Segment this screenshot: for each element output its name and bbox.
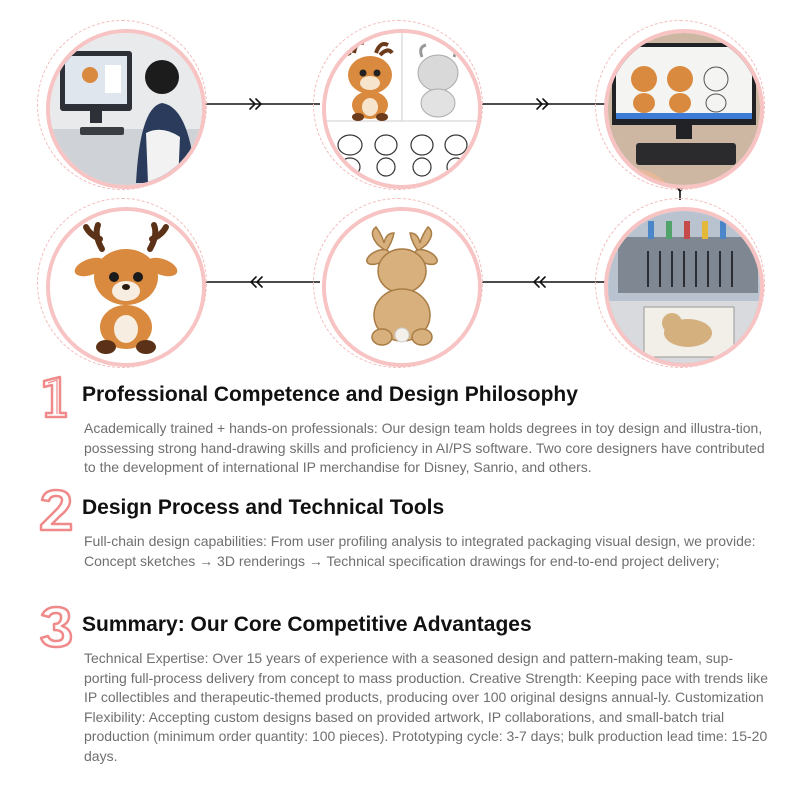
section-paragraph: Full-chain design capabilities: From user profiling analysis to integrated packaging visual design, we provide: bbox=[84, 533, 756, 549]
section-body bbox=[84, 532, 774, 571]
number-1-icon bbox=[38, 375, 74, 419]
character-sketches-icon bbox=[326, 33, 478, 185]
step-embroidered-patch bbox=[313, 198, 483, 368]
section-design-process bbox=[38, 488, 768, 598]
embroidery-machine-icon bbox=[608, 211, 760, 363]
section-title: Summary: Our Core Competitive Advantages bbox=[82, 613, 532, 636]
step-designer-at-computer bbox=[37, 20, 207, 190]
finished-plush-toy-icon bbox=[50, 211, 202, 363]
section-body bbox=[84, 419, 774, 478]
section-professional-competence bbox=[38, 375, 768, 485]
section-body bbox=[84, 649, 774, 766]
step-digital-rendering bbox=[595, 20, 765, 190]
number-3-icon bbox=[38, 605, 74, 649]
digital-rendering-icon bbox=[608, 33, 760, 185]
section-paragraph: Academically trained + hands-on professionals: Our design team holds degrees in toy design and illustra-tion, possessing strong hand-drawing skills and proficiency in AI/PS software. Two core designers have contributed to the development of international IP merchandise for Disney, Sanrio, and others. bbox=[84, 420, 765, 475]
section-title: Design Process and Technical Tools bbox=[82, 496, 445, 519]
step-embroidery-machine bbox=[595, 198, 765, 368]
embroidered-patch-icon bbox=[326, 211, 478, 363]
step-finished-plush-toy bbox=[37, 198, 207, 368]
designer-at-computer-icon bbox=[50, 33, 202, 185]
step-character-sketches bbox=[313, 20, 483, 190]
section-paragraph: Technical Expertise: Over 15 years of experience with a seasoned design and pattern-making team, sup-porting full-process delivery from concept to mass production. Creative Strength: Keeping pace with trends like IP collectibles and therapeutic-themed products, producing over 100 original designs annual-ly. Customization Flexibility: Accepting custom designs based on provided artwork, IP collaborations, and small-batch trial production (minimum order quantity: 100 pieces). Prototyping cycle: 3-7 days; bulk production lead time: 15-20 days. bbox=[84, 650, 769, 764]
section-core-advantages bbox=[38, 605, 768, 795]
number-2-icon bbox=[38, 488, 74, 532]
section-paragraph: Concept sketches → 3D renderings → Technical specification drawings for end-to-end project delivery; bbox=[84, 552, 720, 569]
section-title: Professional Competence and Design Philosophy bbox=[82, 383, 578, 406]
process-flow bbox=[0, 0, 800, 370]
